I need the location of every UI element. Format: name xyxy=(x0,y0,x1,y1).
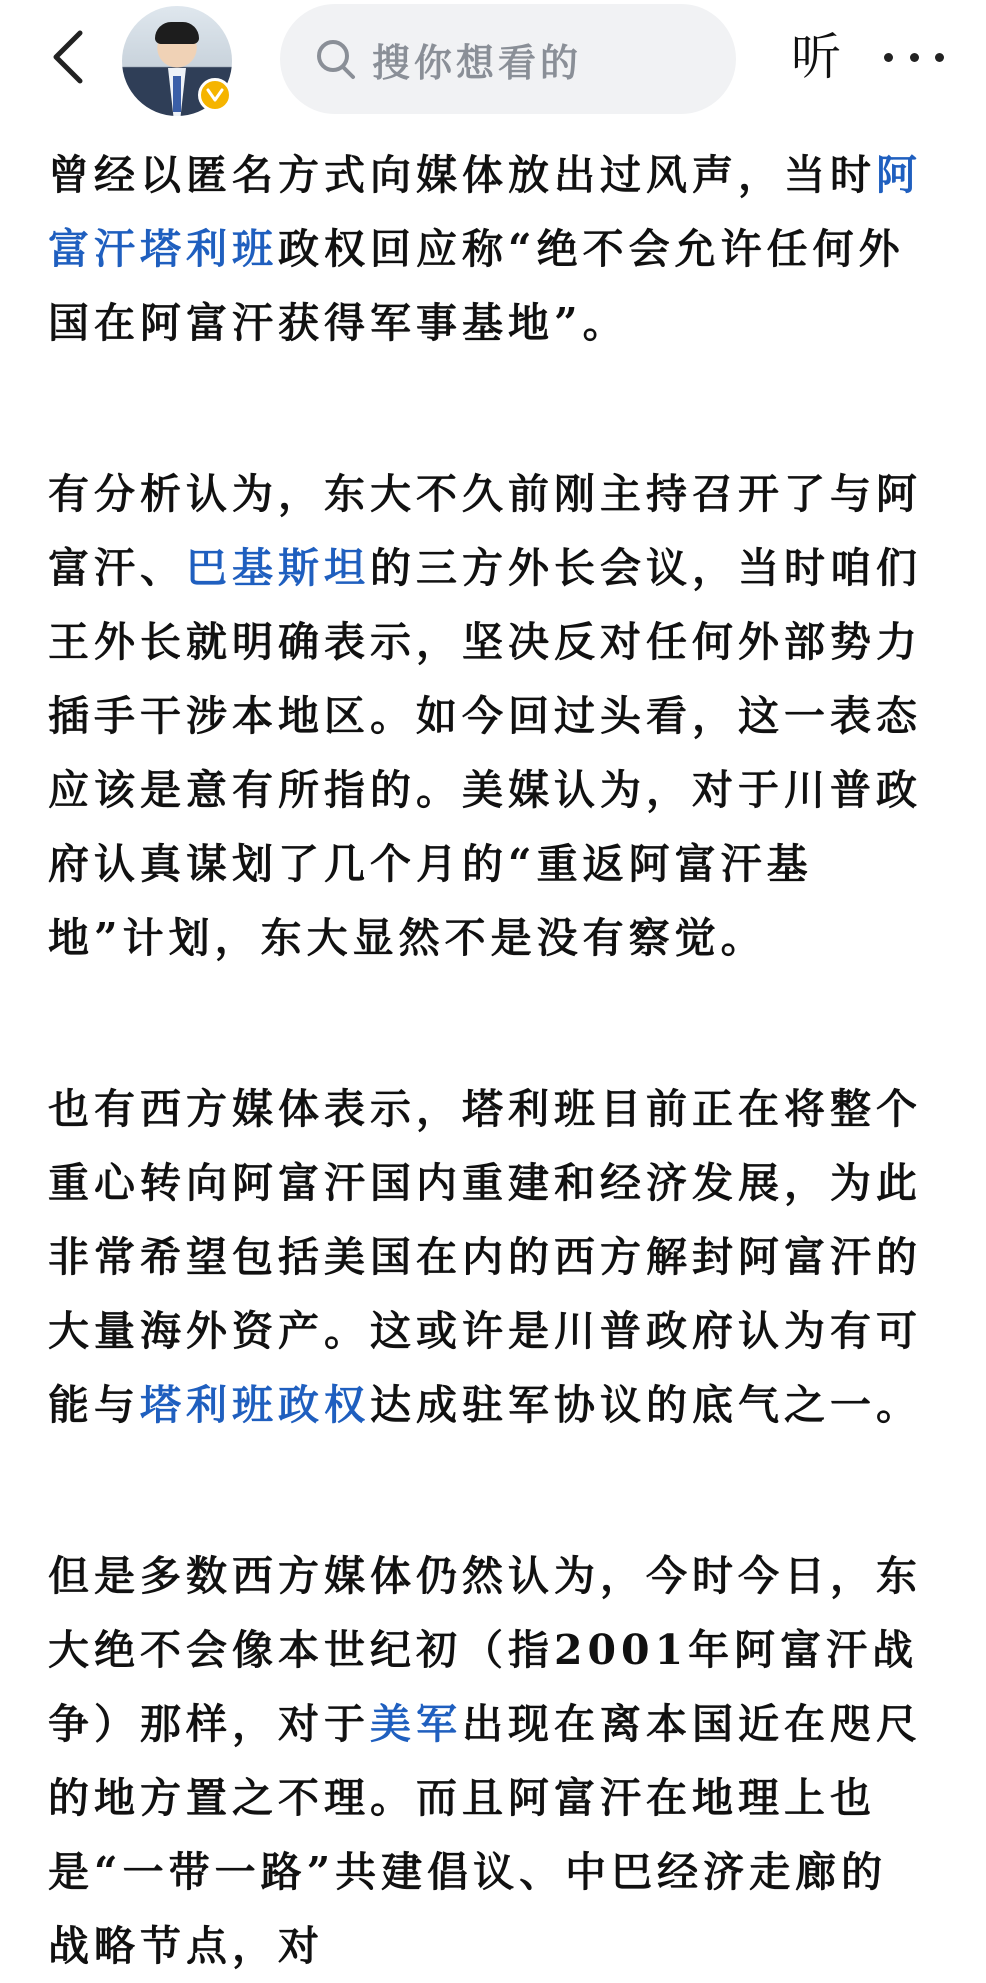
paragraph-text: 曾经以匿名方式向媒体放出过风声，当时 xyxy=(48,151,876,199)
listen-button[interactable]: 听 xyxy=(791,28,841,86)
paragraph-2 xyxy=(48,457,928,975)
more-dot xyxy=(910,53,919,62)
search-icon xyxy=(314,37,358,81)
paragraph-gap xyxy=(48,1442,928,1539)
paragraph-4 xyxy=(48,1539,928,1983)
search-placeholder: 搜你想看的 xyxy=(372,40,583,85)
paragraph-text: 出现在离本国近在咫尺的地方置之不理。而且阿富汗在地理上也是“一带一路”共建倡议、中巴经济走廊的战略节点，对 xyxy=(48,1700,922,1970)
avatar-tie xyxy=(173,76,181,112)
paragraph-text: 有分析认为，东大不久前刚主持召开了与阿富汗、 xyxy=(48,470,922,592)
paragraph-text: 达成驻军协议的底气之一。 xyxy=(370,1381,922,1429)
paragraph-gap xyxy=(48,360,928,457)
more-icon[interactable] xyxy=(884,32,944,82)
back-button[interactable] xyxy=(40,22,96,92)
verified-v-icon xyxy=(206,87,224,103)
topic-link-us-military[interactable]: 美军 xyxy=(370,1700,462,1748)
paragraph-text: 也有西方媒体表示，塔利班目前正在将整个重心转向阿富汗国内重建和经济发展，为此非常希望包括美国在内的西方解封阿富汗的大量海外资产。这或许是川普政府认为有可能与 xyxy=(48,1085,922,1429)
more-dot xyxy=(884,53,893,62)
top-navigation-bar xyxy=(0,0,986,120)
paragraph-text: 的三方外长会议，当时咱们王外长就明确表示，坚决反对任何外部势力插手干涉本地区。如今回过头看，这一表态应该是意有所指的。美媒认为，对于川普政府认真谋划了几个月的“重返阿富汗基地”计划，东大显然不是没有察觉。 xyxy=(48,544,922,962)
paragraph-1 xyxy=(48,138,928,360)
paragraph-text: 政权回应称“绝不会允许任何外国在阿富汗获得军事基地”。 xyxy=(48,225,905,347)
paragraph-3 xyxy=(48,1072,928,1442)
topic-link-pakistan[interactable]: 巴基斯坦 xyxy=(186,544,370,592)
topic-link-taliban-regime[interactable]: 塔利班政权 xyxy=(140,1381,370,1429)
article-body xyxy=(48,138,928,1983)
more-dot xyxy=(935,53,944,62)
back-arrow-icon xyxy=(50,29,86,85)
verified-badge xyxy=(198,78,232,112)
topic-link-afghan-taliban[interactable]: 阿富汗塔利班 xyxy=(48,151,922,273)
paragraph-gap xyxy=(48,975,928,1072)
avatar-hair xyxy=(155,22,199,44)
search-input[interactable] xyxy=(280,4,736,114)
paragraph-text: 但是多数西方媒体仍然认为，今时今日，东大绝不会像本世纪初（指2001年阿富汗战争）那样，对于 xyxy=(48,1552,922,1748)
author-avatar[interactable] xyxy=(122,6,232,116)
